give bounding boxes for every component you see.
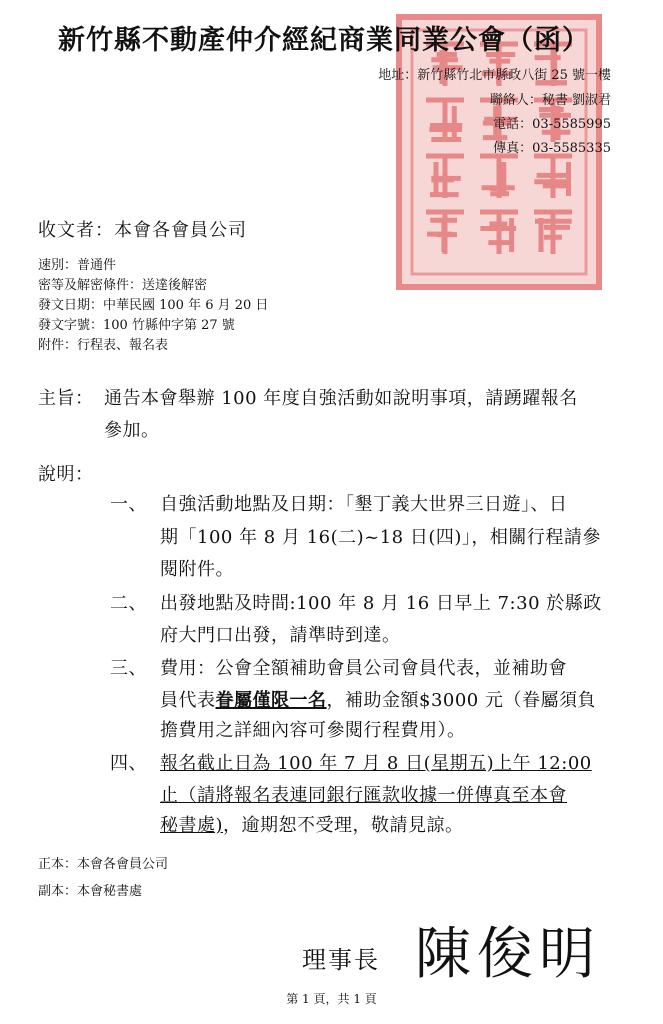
item-3-line: 費用：公會全額補助會員公司會員代表，並補助會 xyxy=(160,658,567,679)
item-3-number: 三、 xyxy=(110,658,147,679)
subject-line-2: 參加。 xyxy=(104,420,160,441)
item-3-line: 擔費用之詳細內容可參閱行程費用）。 xyxy=(160,720,466,741)
item-4-line: 止（請將報名表連同銀行匯款收據一併傳真至本會 xyxy=(160,785,567,806)
item-4-line xyxy=(160,811,464,837)
item-1-line: 閱附件。 xyxy=(160,559,234,580)
item-1-line: 期「100 年 8 月 16(二)~18 日(四)」，相關行程請參 xyxy=(160,527,601,548)
text: ，補助金額$3000 元（眷屬須負 xyxy=(326,690,596,711)
signature: 陳俊明 xyxy=(415,922,601,987)
copy-recipient: 副本：本會秘書處 xyxy=(38,884,143,899)
item-4-line: 報名截止日為 100 年 7 月 8 日(星期五)上午 12:00 xyxy=(160,753,592,774)
item-1-line: 自強活動地點及日期：「墾丁義大世界三日遊」、日 xyxy=(160,494,568,515)
meta-date: 發文日期：中華民國 100 年 6 月 20 日 xyxy=(38,298,269,313)
contact-person: 聯絡人：秘書 劉淑君 xyxy=(489,93,611,108)
fax: 傳真：03-5585335 xyxy=(493,141,611,156)
item-2-number: 二、 xyxy=(110,593,147,614)
explanation-label: 說明： xyxy=(38,464,94,485)
meta-classification: 密等及解密條件：送達後解密 xyxy=(38,278,208,293)
signatory-title: 理事長 xyxy=(302,946,380,974)
item-3-line xyxy=(160,686,596,712)
phone: 電話：03-5585995 xyxy=(493,117,611,132)
meta-speed: 速別：普通件 xyxy=(38,258,117,273)
meta-attachments: 附件：行程表、報名表 xyxy=(38,338,169,353)
item-1-number: 一、 xyxy=(110,494,147,515)
subject-label: 主旨： xyxy=(38,388,94,409)
page-number: 第 1 頁，共 1 頁 xyxy=(286,992,377,1006)
address: 地址：新竹縣竹北市縣政八街 25 號一樓 xyxy=(378,68,611,83)
letterhead-title: 新竹縣不動產仲介經紀商業同業公會（函） xyxy=(58,25,590,56)
item-2-line: 府大門口出發，請準時到達。 xyxy=(160,625,401,646)
text: 員代表 xyxy=(160,690,216,711)
subject-line-1: 通告本會舉辦 100 年度自強活動如說明事項，請踴躍報名 xyxy=(104,388,578,409)
meta-doc-number: 發文字號：100 竹縣仲字第 27 號 xyxy=(38,318,235,333)
item-2-line: 出發地點及時間:100 年 8 月 16 日早上 7:30 於縣政 xyxy=(160,593,602,614)
item-4-number: 四、 xyxy=(110,753,147,774)
text: 秘書處) xyxy=(160,815,224,836)
text: ，逾期恕不受理，敬請見諒。 xyxy=(223,815,464,836)
family-limit-emphasis: 眷屬僅限一名 xyxy=(215,690,327,711)
original-recipient: 正本：本會各會員公司 xyxy=(38,857,169,872)
recipient: 收文者：本會各會員公司 xyxy=(38,220,247,241)
